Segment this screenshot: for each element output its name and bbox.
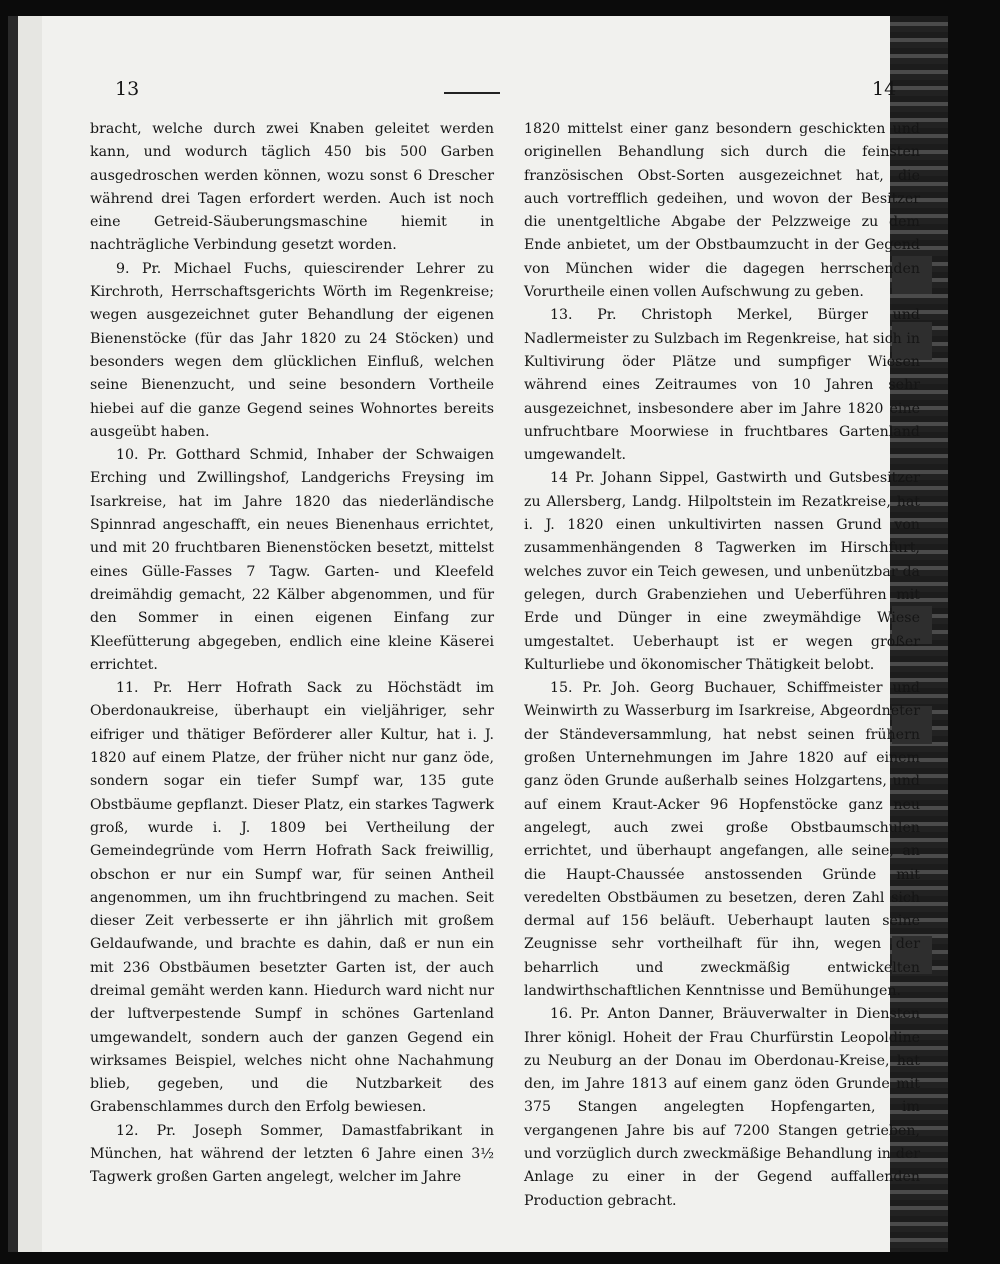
- paragraph: 10. Pr. Gotthard Schmid, Inhaber der Schwaigen Erching und Zwillingshof, Landgerichs Freysing im Isarkreise, hat im Jahre 1820 das niederländische Spinnrad angeschafft, ein neues Bienenhaus errichtet, und mit 20 fruchtbaren Bienenstöcken besetzt, mittelst eines Gülle-Fasses 7 Tagw. Garten- und Kleefeld dreimähdig gemacht, 22 Kälber abgenommen, und für den Sommer in einen eigenen Einfang zur Kleefütterung abgegeben, endlich eine kleine Käserei errichtet.: [90, 447, 494, 673]
- paragraph: 1820 mittelst einer ganz besondern geschickten und originellen Behandlung sich durch die feinsten französischen Obst-Sorten ausgezeichnet hat, die auch vortrefflich gedeihen, und wovon der Besitzer die unentgeltliche Abgabe der Pelzzweige zu dem Ende anbietet, um der Obstbaumzucht in der Gegend von München wider die dagegen herrschenden Vorurtheile einen vollen Aufschwung zu geben.: [524, 121, 920, 301]
- paragraph: 12. Pr. Joseph Sommer, Damastfabrikant in München, hat während der letzten 6 Jahre einen 3½ Tagwerk großen Garten angelegt, welcher im Jahre: [90, 1122, 494, 1186]
- page-number-right: 14: [872, 78, 897, 100]
- paragraph: 16. Pr. Anton Danner, Bräuverwalter in Diensten Ihrer königl. Hoheit der Frau Churfürstin Leopoldine zu Neuburg an der Donau im Oberdonau-Kreise, hat den, im Jahre 1813 auf einem ganz öden Grunde mit 375 Stangen angelegten Hopfengarten, im vergangenen Jahre bis auf 7200 Stangen getrieben, und vorzüglich durch zweckmäßige Behandlung in der Anlage zu einer in der Gegend auffallenden Production gebracht.: [524, 1006, 920, 1209]
- paragraph: 9. Pr. Michael Fuchs, quiescirender Lehrer zu Kirchroth, Herrschaftsgerichts Wörth im Regenkreise; wegen ausgezeichnet guter Behandlung der eigenen Bienenstöcke (für das Jahr 1820 zu 24 Stöcken) und besonders wegen dem glücklichen Einfluß, welchen seine Bienenzucht, und seine besondern Vortheile hiebei auf die ganze Gegend seines Wohnortes bereits ausgeübt haben.: [90, 260, 494, 440]
- paragraph: 15. Pr. Joh. Georg Buchauer, Schiffmeister und Weinwirth zu Wasserburg im Isarkreise, Abgeordneter der Ständeversammlung, hat nebst seinen frühern großen Unternehmungen im Jahre 1820 auf einem ganz öden Grunde außerhalb seines Holzgartens, und auf einem Kraut-Acker 96 Hopfenstöcke ganz neu angelegt, auch zwei große Obstbaumschulen errichtet, und überhaupt angefangen, alle seine, an die Haupt-Chaussée anstossenden Gründe mit veredelten Obstbäumen zu besetzen, deren Zahl sich dermal auf 156 beläuft. Ueberhaupt lauten seine Zeugnisse sehr vortheilhaft für ihn, wegen der beharrlich und zweckmäßig entwickelten landwirthschaftlichen Kenntnisse und Bemühungen.: [524, 680, 920, 999]
- binding-gutter: [8, 16, 42, 1252]
- right-column: [524, 118, 920, 1213]
- header-rule: [444, 92, 500, 94]
- left-column: [90, 118, 494, 1190]
- paragraph: 13. Pr. Christoph Merkel, Bürger und Nadlermeister zu Sulzbach im Regenkreise, hat sich in Kultivirung öder Plätze und sumpfiger Wiesen während eines Zeitraumes von 10 Jahren sehr ausgezeichnet, insbesondere aber im Jahre 1820 eine unfruchtbare Moorwiese in fruchtbares Gartenland umgewandelt.: [524, 307, 920, 464]
- paragraph: 11. Pr. Herr Hofrath Sack zu Höchstädt im Oberdonaukreise, überhaupt ein vieljähriger, sehr eifriger und thätiger Beförderer aller Kultur, hat i. J. 1820 auf einem Platze, der früher nicht nur ganz öde, sondern sogar ein tiefer Sumpf war, 135 gute Obstbäume gepflanzt. Dieser Platz, ein starkes Tagwerk groß, wurde i. J. 1809 bei Vertheilung der Gemeindegründe vom Herrn Hofrath Sack freiwillig, obschon er nur ein Sumpf war, für seinen Antheil angenommen, um ihn fruchtbringend zu machen. Seit dieser Zeit verbesserte er ihn jährlich mit großem Geldaufwande, und brachte es dahin, daß er nun ein mit 236 Obstbäumen besetzter Garten ist, der auch dreimal gemäht werden kann. Hiedurch ward nicht nur der luftverpestende Sumpf in schönes Gartenland umgewandelt, sondern auch der ganzen Gegend ein wirksames Beispiel, welches nicht ohne Nachahmung blieb, gegeben, und die Nutzbarkeit des Grabenschlammes durch den Erfolg bewiesen.: [90, 680, 494, 1116]
- paragraph: 14 Pr. Johann Sippel, Gastwirth und Gutsbesitzer zu Allersberg, Landg. Hilpoltstein im Rezatkreise, hat i. J. 1820 einen unkultivirten nassen Grund von zusammenhängenden 8 Tagwerken im Hirschfurt, welches zuvor ein Teich gewesen, und unbenützbar da gelegen, durch Grabenziehen und Ueberführen mit Erde und Dünger in eine zweymähdige Wiese umgestaltet. Ueberhaupt ist er wegen großer Kulturliebe und ökonomischer Thätigkeit belobt.: [524, 470, 920, 673]
- page-number-left: 13: [115, 78, 140, 100]
- paragraph: bracht, welche durch zwei Knaben geleitet werden kann, und wodurch täglich 450 bis 500 Garben ausgedroschen werden können, wozu sonst 6 Drescher während drei Tagen erfordert werden. Auch ist noch eine Getreid-Säuberungsmaschine hiemit in nachträgliche Verbindung gesetzt worden.: [90, 121, 494, 254]
